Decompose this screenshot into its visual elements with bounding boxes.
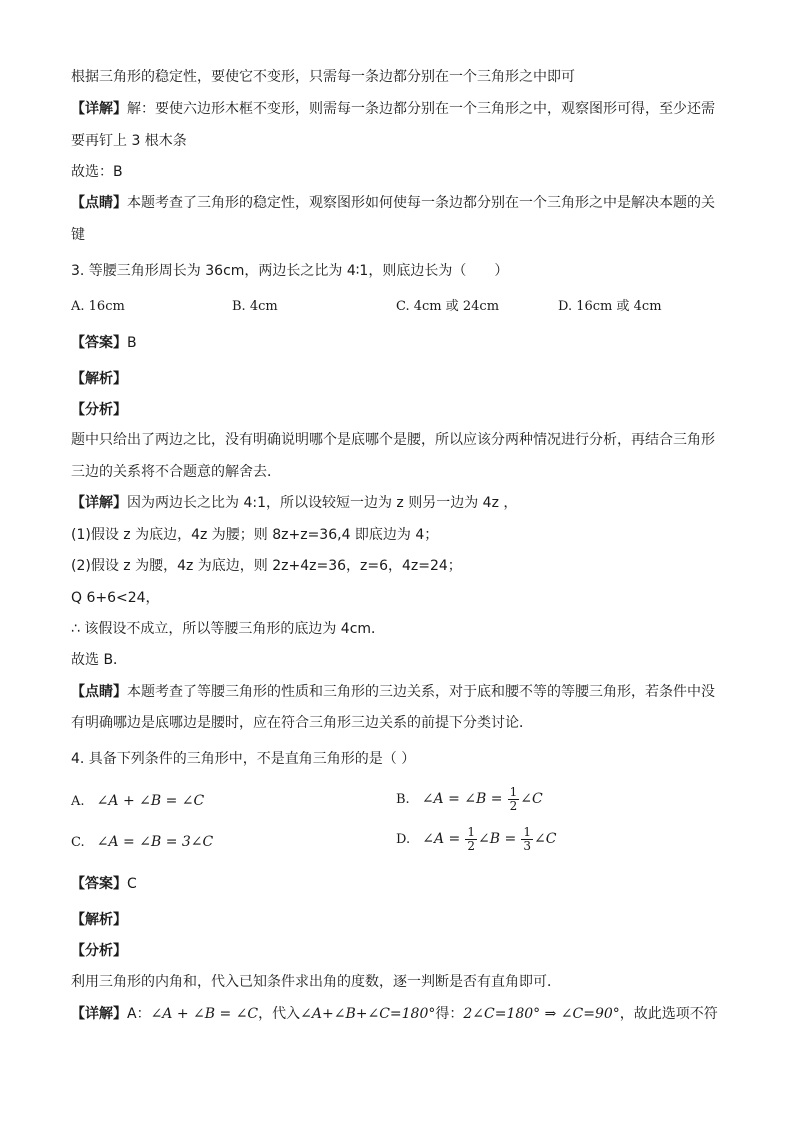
question-3: 3. 等腰三角形周长为 36cm，两边长之比为 4∶1，则底边长为（ ） <box>71 263 509 279</box>
text-line: 故选：B <box>71 164 123 180</box>
text-line <box>71 494 517 512</box>
question-4: 4. 具备下列条件的三角形中，不是直角三角形的是（ ） <box>71 751 416 767</box>
answer-value: C <box>127 876 137 892</box>
q3-option-d: D. 16cm 或 4cm <box>558 299 662 314</box>
text-span: 得： <box>435 1006 464 1022</box>
fraction <box>521 826 533 853</box>
option-math: ∠A = ∠B = <box>421 791 503 807</box>
text-span: A： <box>127 1006 151 1022</box>
option-label: B. <box>396 792 410 807</box>
q3-option-a: A. 16cm <box>71 299 125 314</box>
option-label: A. <box>71 794 85 809</box>
text-line <box>71 194 715 212</box>
text-line: (2)假设 z 为腰，4z 为底边，则 2z+4z=36，z=6，4z=24； <box>71 558 462 574</box>
fraction-denominator: 3 <box>523 839 532 853</box>
option-math: ∠C <box>520 791 543 807</box>
text-line: 利用三角形的内角和，代入已知条件求出角的度数，逐一判断是否有直角即可． <box>71 974 561 990</box>
answer-line <box>71 334 137 352</box>
option-math: ∠C <box>534 831 557 847</box>
q4-option-c <box>71 833 213 852</box>
text-line <box>71 683 715 701</box>
q3-option-c: C. 4cm 或 24cm <box>396 299 500 314</box>
fraction-denominator: 2 <box>509 799 518 813</box>
inline-math: 2∠C=180° ⇒ ∠C=90° <box>463 1006 620 1022</box>
answer-tag: 【答案】 <box>71 876 127 892</box>
fraction-numerator: 1 <box>509 785 518 799</box>
option-math: ∠A + ∠B = ∠C <box>96 793 205 809</box>
section-tag: 【详解】 <box>71 1006 127 1022</box>
text-line: 题中只给出了两边之比，没有明确说明哪个是底哪个是腰，所以应该分两种情况进行分析，再结合三角形 <box>71 432 715 448</box>
analysis-tag: 【解析】 <box>71 371 127 387</box>
text-line: ∴ 该假设不成立，所以等腰三角形的底边为 4cm． <box>71 621 386 637</box>
text-span: 因为两边长之比为 4:1，所以设较短一边为 z 则另一边为 4z ， <box>127 495 518 511</box>
fenxi-tag: 【分析】 <box>71 402 127 418</box>
q3-option-b: B. 4cm <box>232 299 278 314</box>
analysis-tag: 【解析】 <box>71 912 127 928</box>
fraction-numerator: 1 <box>523 825 532 839</box>
section-tag: 【点睛】 <box>71 684 127 700</box>
answer-line <box>71 875 137 893</box>
text-line: 要再钉上 3 根木条 <box>71 133 187 149</box>
text-line: (1)假设 z 为底边，4z 为腰；则 8z+z=36,4 即底边为 4； <box>71 527 439 543</box>
text-span: ，代入 <box>258 1006 301 1022</box>
option-math: ∠B = <box>478 831 517 847</box>
text-line: Q 6+6<24， <box>71 590 160 606</box>
option-math: ∠A = <box>422 831 461 847</box>
answer-tag: 【答案】 <box>71 335 127 351</box>
text-line <box>71 100 715 118</box>
section-tag: 【点睛】 <box>71 195 127 211</box>
q4-option-b <box>396 786 543 813</box>
text-line: 三边的关系将不合题意的解舍去． <box>71 464 281 480</box>
text-line <box>71 1005 718 1023</box>
option-label: D. <box>396 832 411 847</box>
text-span: 本题考查了三角形的稳定性，观察图形如何使每一条边都分别在一个三角形之中是解决本题的关 <box>127 195 715 211</box>
text-line: 根据三角形的稳定性，要使它不变形，只需每一条边都分别在一个三角形之中即可 <box>71 69 575 85</box>
inline-math: ∠A + ∠B = ∠C <box>150 1006 259 1022</box>
fenxi-tag: 【分析】 <box>71 943 127 959</box>
text-line: 键 <box>71 227 85 243</box>
section-tag: 【详解】 <box>71 495 127 511</box>
q4-option-d <box>396 826 556 853</box>
text-line: 故选 B． <box>71 652 128 668</box>
option-math: ∠A = ∠B = 3∠C <box>96 834 214 850</box>
text-span: 本题考查了等腰三角形的性质和三角形的三边关系，对于底和腰不等的等腰三角形，若条件中没 <box>127 684 715 700</box>
q4-option-a <box>71 792 204 811</box>
text-span: ，故此选项不符 <box>619 1006 718 1022</box>
fraction-denominator: 2 <box>467 839 476 853</box>
text-span: 解：要使六边形木框不变形，则需每一条边都分别在一个三角形之中，观察图形可得，至少还需 <box>127 101 715 117</box>
section-tag: 【详解】 <box>71 101 127 117</box>
fraction <box>465 826 477 853</box>
option-label: C. <box>71 835 85 850</box>
fraction-numerator: 1 <box>467 825 476 839</box>
answer-value: B <box>127 335 137 351</box>
inline-math: ∠A+∠B+∠C=180° <box>300 1006 436 1022</box>
fraction <box>508 786 520 813</box>
text-line: 有明确哪边是底哪边是腰时，应在符合三角形三边关系的前提下分类讨论． <box>71 715 533 731</box>
